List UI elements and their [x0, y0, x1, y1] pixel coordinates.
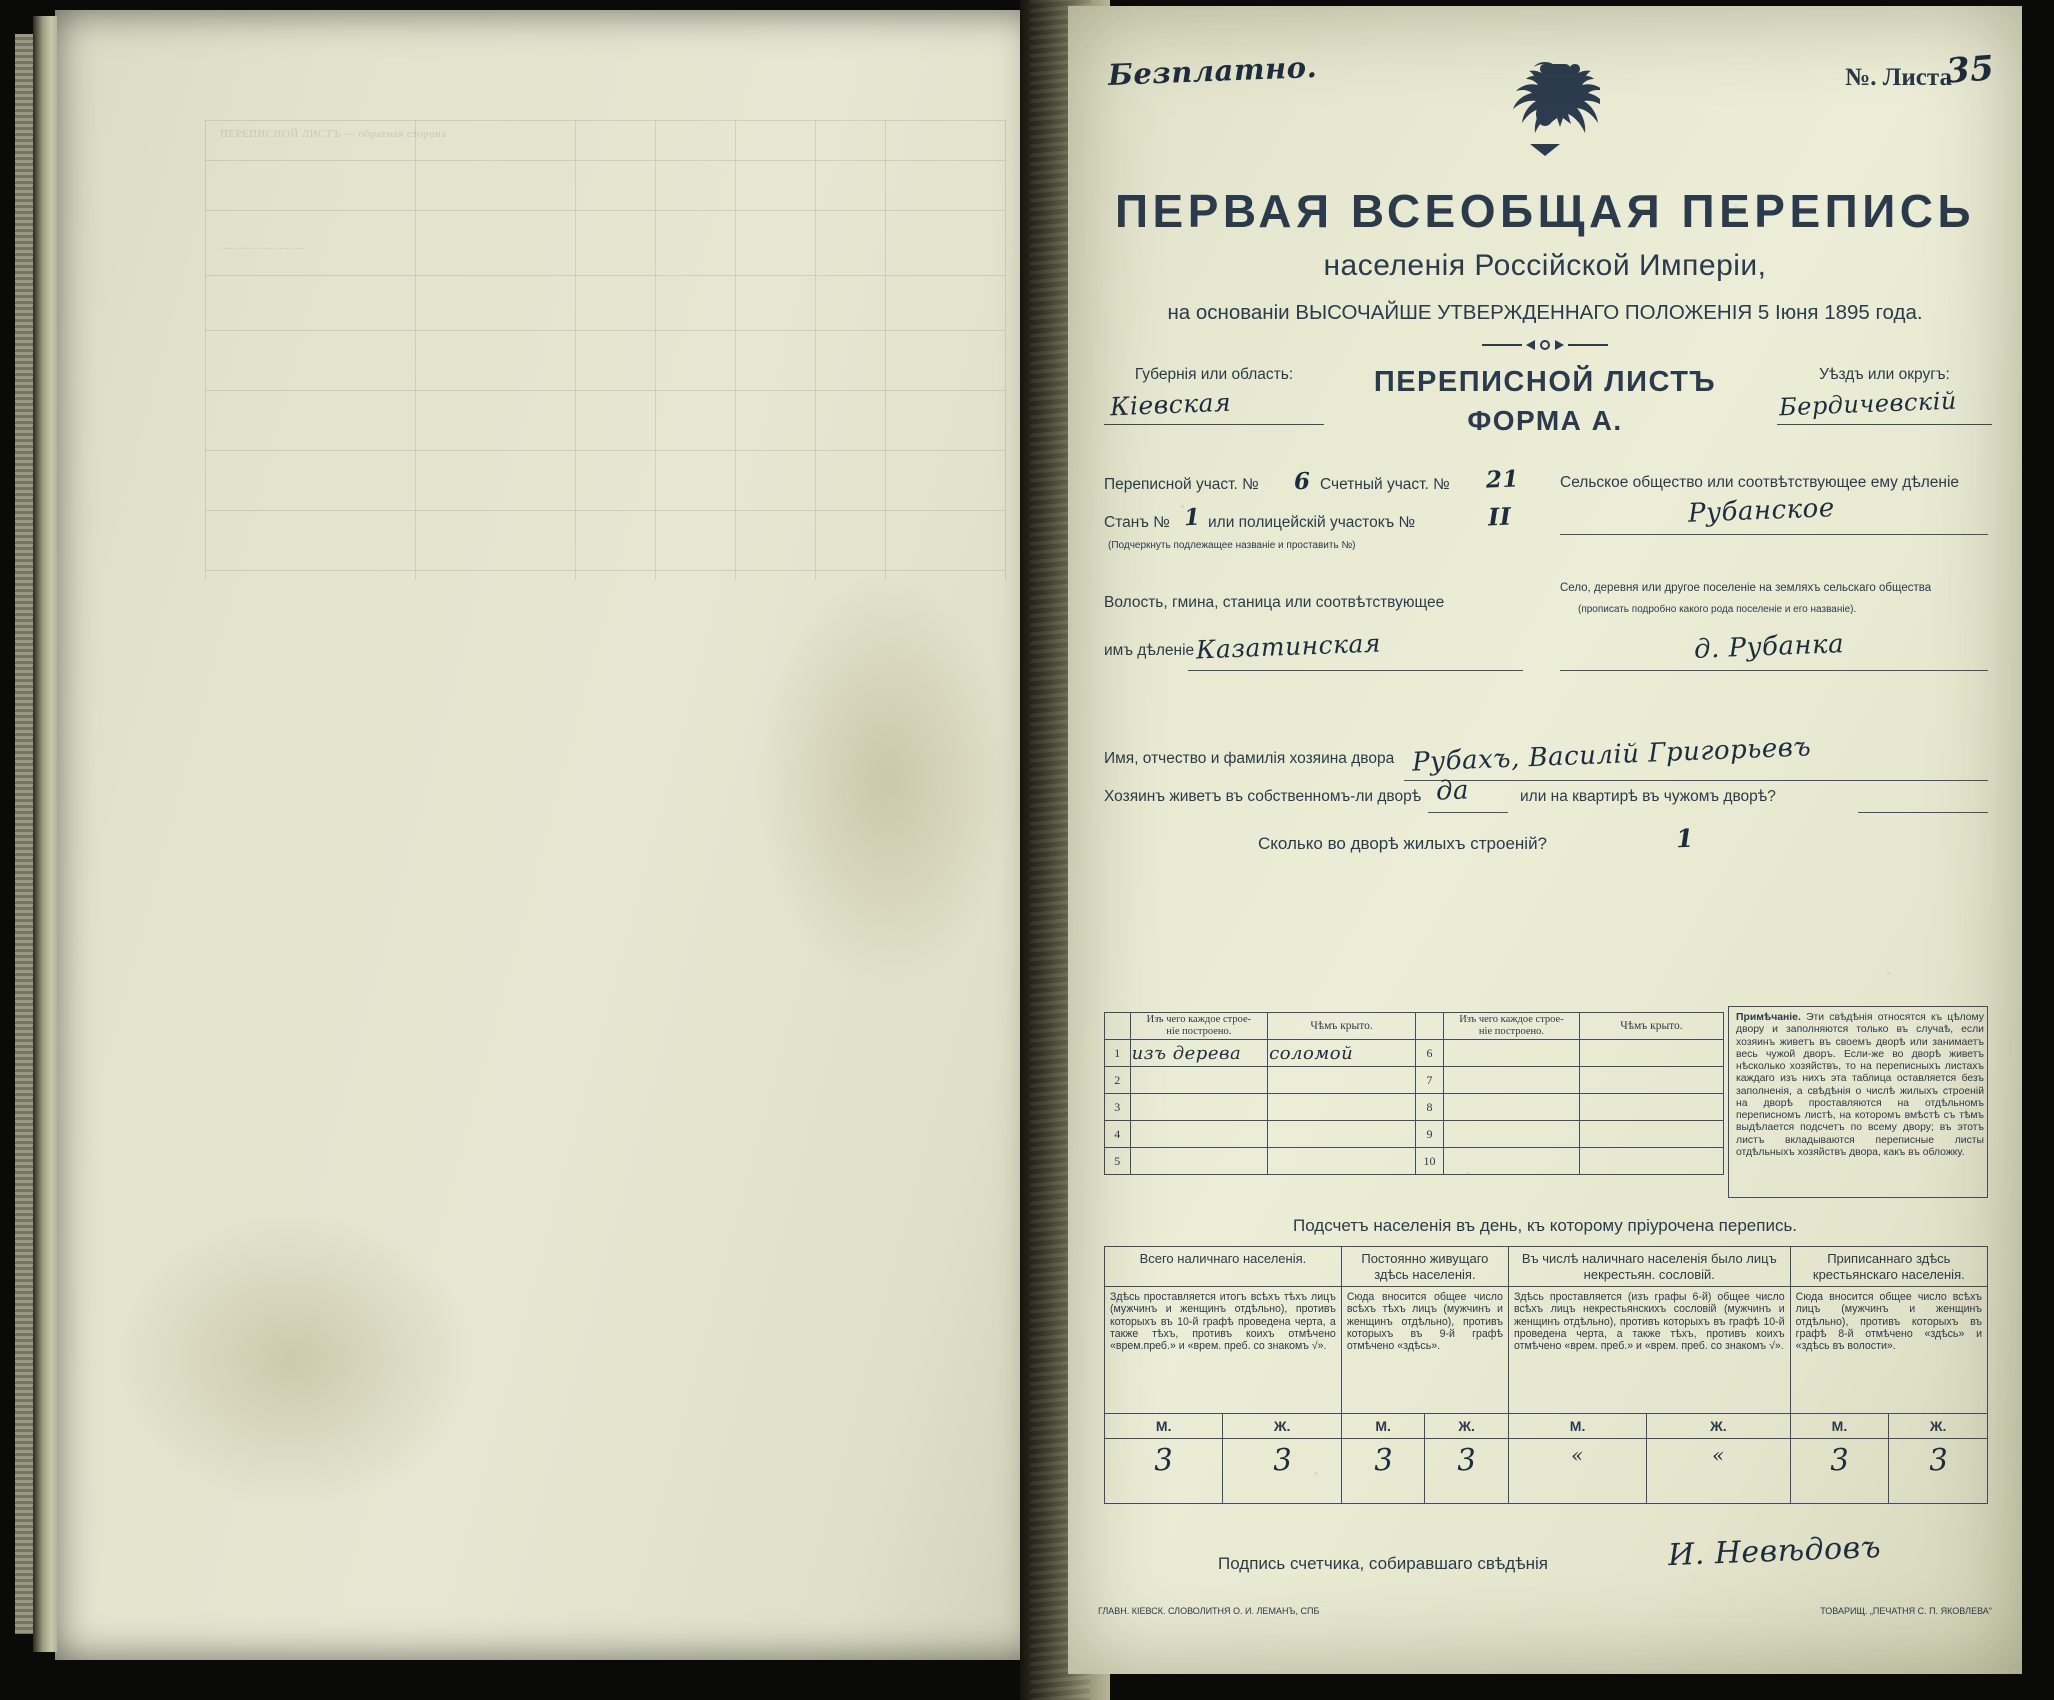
table-row[interactable]: [1105, 1067, 1724, 1094]
settlement-label-line2: (прописать подробно какого рода поселеніе и его названіе).: [1578, 604, 1857, 615]
row-roof-2[interactable]: [1268, 1067, 1416, 1094]
imperial-eagle-icon: [1490, 54, 1600, 158]
subhead-m-2: М.: [1508, 1414, 1646, 1439]
page-legal-basis: на основаніи ВЫСОЧАЙШЕ УТВЕРЖДЕННАГО ПОЛОЖЕНІЯ 5 Іюня 1895 года.: [1167, 301, 1923, 324]
buildings-count-value[interactable]: 1: [1675, 823, 1695, 854]
facing-page: ПЕРЕПИСНОЙ ЛИСТЪ — обратная сторона ...........................: [55, 10, 1040, 1660]
page-title: ПЕРВАЯ ВСЕОБЩАЯ ПЕРЕПИСЬ: [1114, 185, 1976, 237]
buildings-count-label: Сколько во дворѣ жилыхъ строеній?: [1258, 834, 1548, 853]
row-num-7: 7: [1416, 1067, 1444, 1094]
row-built-4[interactable]: [1130, 1121, 1268, 1148]
row-num-1: 1: [1105, 1040, 1131, 1067]
settlement-label-line1: Село, деревня или другое поселеніе на земляхъ сельскаго общества: [1560, 582, 1932, 594]
page-edge: [33, 16, 57, 1652]
row-roof-4[interactable]: [1268, 1121, 1416, 1148]
paper-stain: [755, 570, 1015, 990]
form-title-line2: ФОРМА А.: [1467, 405, 1623, 436]
population-count-table[interactable]: [1104, 1246, 1988, 1504]
row-num-2: 2: [1105, 1067, 1131, 1094]
sheet-number-label: №. Листа: [1845, 64, 1952, 91]
count-value-f-1[interactable]: 3: [1425, 1439, 1509, 1504]
rural-society-value[interactable]: Рубанское: [1687, 493, 1836, 529]
row-num-6: 6: [1416, 1040, 1444, 1067]
subhead-f-3: Ж.: [1889, 1414, 1988, 1439]
signature-label: Подпись счетчика, собиравшаго свѣдѣнія: [1218, 1554, 1548, 1573]
row-roof-3[interactable]: [1268, 1094, 1416, 1121]
underline-instruction: (Подчеркнуть подлежащее названіе и проставить №): [1108, 540, 1356, 551]
table-header-row: [1105, 1013, 1724, 1040]
count-value-f-0[interactable]: 3: [1223, 1439, 1341, 1504]
ornament-divider-icon: [1480, 338, 1610, 352]
table-row[interactable]: [1105, 1121, 1724, 1148]
table-row[interactable]: [1105, 1040, 1724, 1067]
row-roof-5[interactable]: [1268, 1148, 1416, 1175]
subhead-f-0: Ж.: [1223, 1414, 1341, 1439]
printer-imprint-left: ГЛАВН. КІЕВСК. СЛОВОЛИТНЯ О. И. ЛЕМАНЪ, СПБ: [1098, 1606, 1320, 1616]
paper-stain: [115, 1210, 475, 1510]
row-built-8[interactable]: [1443, 1094, 1579, 1121]
printer-imprint-right: ТОВАРИЩ. „ПЕЧАТНЯ С. П. ЯКОВЛЕВА": [1820, 1606, 1992, 1616]
volost-label-line1: Волость, гмина, станица или соотвѣтствующее: [1104, 594, 1445, 611]
count-value-m-1[interactable]: 3: [1341, 1439, 1425, 1504]
count-value-f-3[interactable]: 3: [1889, 1439, 1988, 1504]
count-col-body-0: Здѣсь проставляется итогъ всѣхъ тѣхъ лицъ (мужчинъ и женщинъ отдѣльно), противъ которыхъ въ 10-й графѣ проведена черта, а также тѣхъ, противъ коихъ отмѣчено «врем.преб.» и «врем. преб. со знакомъ √».: [1105, 1287, 1342, 1414]
sheet-number-value: 35: [1944, 48, 1996, 92]
rent-yard-label: или на квартирѣ въ чужомъ дворѣ?: [1520, 788, 1776, 805]
row-built-10[interactable]: [1443, 1148, 1579, 1175]
stan-label: Станъ №: [1104, 514, 1170, 531]
volost-label-line2: имъ дѣленіе: [1104, 642, 1195, 659]
free-label: Безплатно.: [1107, 49, 1318, 93]
row-roof-9[interactable]: [1579, 1121, 1723, 1148]
row-roof-1[interactable]: соломой: [1268, 1040, 1416, 1067]
col-roofed-right: Чѣмъ крыто.: [1579, 1013, 1723, 1040]
subhead-m-3: М.: [1790, 1414, 1889, 1439]
row-num-8: 8: [1416, 1094, 1444, 1121]
note-title: Примѣчаніе.: [1736, 1012, 1801, 1023]
buildings-table[interactable]: [1104, 1012, 1724, 1175]
subhead-f-1: Ж.: [1425, 1414, 1509, 1439]
signature-value[interactable]: И. Невѣдовъ: [1667, 1529, 1882, 1574]
count-values-row[interactable]: [1105, 1439, 1988, 1504]
uyezd-value[interactable]: Бердичевскій: [1777, 390, 1992, 425]
settlement-value[interactable]: д. Рубанка: [1693, 629, 1845, 665]
row-built-9[interactable]: [1443, 1121, 1579, 1148]
row-built-7[interactable]: [1443, 1067, 1579, 1094]
count-value-m-0[interactable]: 3: [1105, 1439, 1223, 1504]
form-title-line1: ПЕРЕПИСНОЙ ЛИСТЪ: [1373, 366, 1717, 398]
count-table-title: Подсчетъ населенія въ день, къ которому пріурочена перепись.: [1292, 1216, 1798, 1235]
table-row[interactable]: [1105, 1148, 1724, 1175]
uyezd-label: Уѣздъ или округъ:: [1819, 366, 1950, 383]
own-yard-label: Хозяинъ живетъ въ собственномъ-ли дворѣ: [1104, 788, 1422, 805]
row-roof-10[interactable]: [1579, 1148, 1723, 1175]
count-col-body-1: Сюда вносится общее число всѣхъ тѣхъ лицъ (мужчинъ и женщинъ отдѣльно), противъ которыхъ въ 9-й графѣ отмѣчено «здѣсь».: [1341, 1287, 1508, 1414]
page-subtitle: населенія Россійской Имперіи,: [1323, 249, 1767, 282]
count-value-f-2[interactable]: «: [1647, 1439, 1790, 1504]
row-num-9: 9: [1416, 1121, 1444, 1148]
count-head-row: [1105, 1247, 1988, 1287]
census-form-page: [1068, 6, 2022, 1674]
col-built-of-right: Изъ чего каждое строе- ніе построено.: [1443, 1013, 1579, 1040]
row-built-2[interactable]: [1130, 1067, 1268, 1094]
form-title: [1374, 366, 1716, 437]
note-text: Эти свѣдѣнія относятся къ цѣлому двору и заполняются только въ случаѣ, если хозяинъ живетъ въ своемъ дворѣ или занимаетъ весь чужой дворъ. Если-же во дворѣ живетъ нѣсколько хозяйствъ, то на переписныхъ листахъ каждаго изъ нихъ эта таблица оставляется безъ заполненія, а свѣдѣнія о числѣ жилыхъ строеній на дворѣ проставляются на отдѣльномъ переписномъ листѣ, на которомъ вмѣстѣ съ тѣмъ выдѣлается подсчетъ по всему двору; въ этотъ листъ вкладываются переписные листы отдѣльныхъ хозяйствъ двора, какъ въ обложку.: [1736, 1012, 1984, 1158]
row-roof-7[interactable]: [1579, 1067, 1723, 1094]
row-built-6[interactable]: [1443, 1040, 1579, 1067]
owner-value[interactable]: Рубахъ, Василій Григорьевъ: [1411, 732, 1812, 778]
police-district-value[interactable]: II: [1487, 501, 1513, 532]
row-num-4: 4: [1105, 1121, 1131, 1148]
row-built-5[interactable]: [1130, 1148, 1268, 1175]
count-value-m-3[interactable]: 3: [1790, 1439, 1889, 1504]
census-district-value[interactable]: 6: [1293, 467, 1312, 496]
count-col-head-3: Приписаннаго здѣсь крестьянскаго населенія.: [1790, 1247, 1987, 1287]
note-text-block: [1736, 1012, 1984, 1159]
subhead-f-2: Ж.: [1647, 1414, 1790, 1439]
row-built-3[interactable]: [1130, 1094, 1268, 1121]
row-roof-6[interactable]: [1579, 1040, 1723, 1067]
row-num-10: 10: [1416, 1148, 1444, 1175]
count-subhead-row: [1105, 1414, 1988, 1439]
province-label: Губернія или область:: [1134, 366, 1294, 383]
count-col-head-2: Въ числѣ наличнаго населенія было лицъ некрестьян. сословій.: [1508, 1247, 1790, 1287]
count-col-body-3: Сюда вносится общее число всѣхъ лицъ (мужчинъ и женщинъ отдѣльно), противъ которыхъ въ графѣ 8-й отмѣчено «здѣсь» и «здѣсь въ волости».: [1790, 1287, 1987, 1414]
counting-district-value[interactable]: 21: [1485, 465, 1520, 494]
row-num-3: 3: [1105, 1094, 1131, 1121]
count-col-body-2: Здѣсь проставляется (изъ графы 6-й) общее число всѣхъ лицъ некрестьянскихъ сословій (мужчинъ и женщинъ отдѣльно), противъ которыхъ въ графѣ 10-й проведена черта, а также тѣхъ, противъ коихъ отмѣчено «врем. преб.» и «врем. преб. со знакомъ √».: [1508, 1287, 1790, 1414]
subhead-m-0: М.: [1105, 1414, 1223, 1439]
province-value[interactable]: Кіевская: [1104, 390, 1324, 425]
count-col-head-1: Постоянно живущаго здѣсь населенія.: [1341, 1247, 1508, 1287]
counting-district-label: Счетный участ. №: [1320, 476, 1450, 493]
count-col-head-0: Всего наличнаго населенія.: [1105, 1247, 1342, 1287]
own-yard-value[interactable]: да: [1435, 775, 1470, 807]
subhead-m-1: М.: [1341, 1414, 1425, 1439]
rural-society-label: Сельское общество или соотвѣтствующее ему дѣленіе: [1560, 474, 1960, 491]
police-district-label: или полицейскій участокъ №: [1208, 514, 1416, 531]
count-value-m-2[interactable]: «: [1508, 1439, 1646, 1504]
volost-value[interactable]: Казатинская: [1195, 628, 1382, 665]
row-num-5: 5: [1105, 1148, 1131, 1175]
census-district-label: Переписной участ. №: [1104, 476, 1259, 493]
uyezd-field-group[interactable]: [1777, 366, 1992, 425]
owner-label: Имя, отчество и фамилія хозяина двора: [1104, 750, 1395, 767]
stan-value[interactable]: 1: [1183, 503, 1202, 532]
row-roof-8[interactable]: [1579, 1094, 1723, 1121]
row-built-1[interactable]: изъ дерева: [1130, 1040, 1268, 1067]
col-built-of-left: Изъ чего каждое строе- ніе построено.: [1130, 1013, 1268, 1040]
count-body-row: [1105, 1287, 1988, 1414]
table-row[interactable]: [1105, 1094, 1724, 1121]
province-field-group[interactable]: [1104, 366, 1324, 425]
col-roofed-left: Чѣмъ крыто.: [1268, 1013, 1416, 1040]
